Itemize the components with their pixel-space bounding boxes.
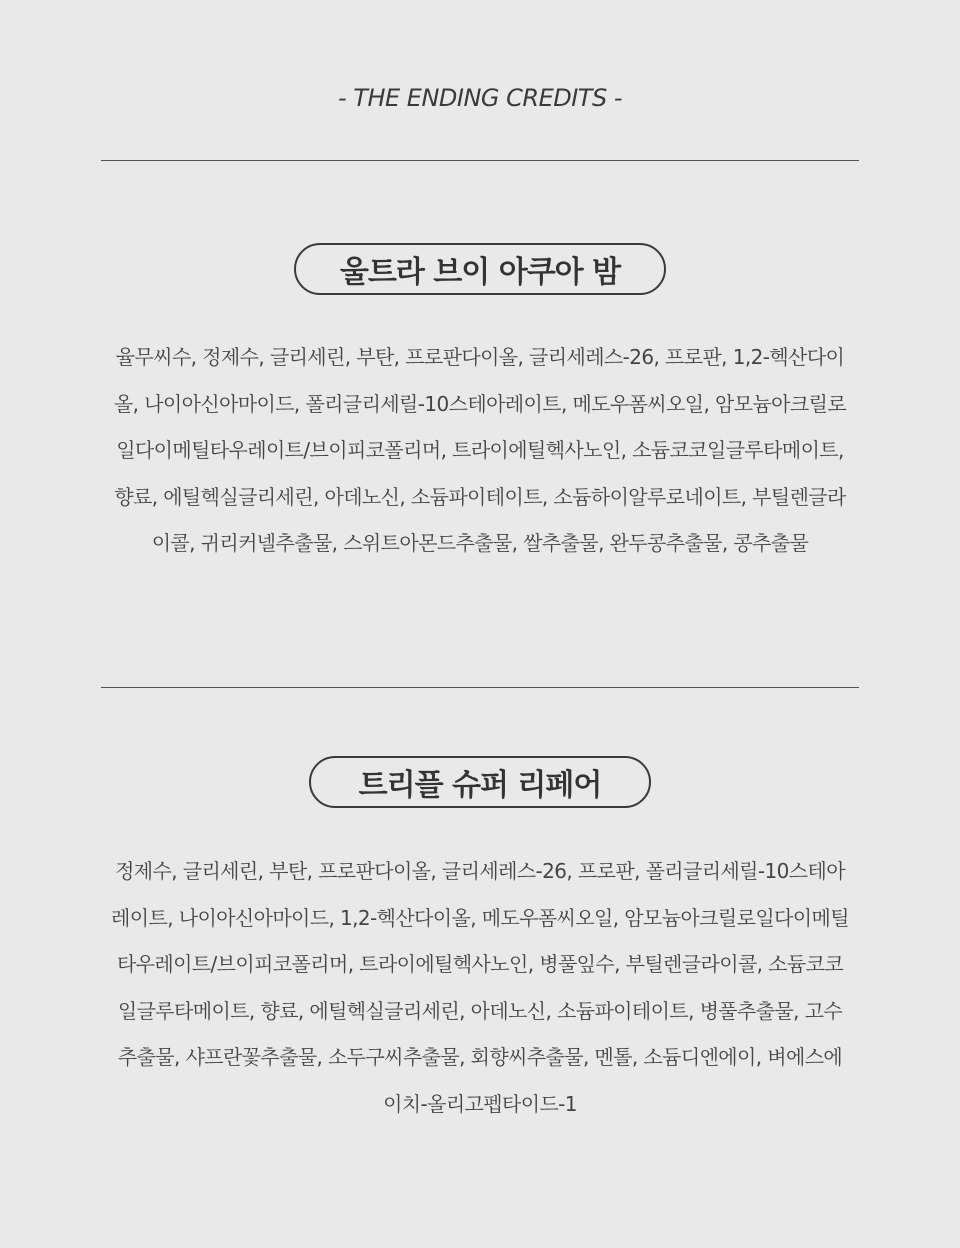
ending-credits-title: - THE ENDING CREDITS - <box>338 84 622 112</box>
ingredient-list: 정제수, 글리세린, 부탄, 프로판다이올, 글리세레스-26, 프로판, 폴리글리세릴-10스테아레이트, 나이아신아마이드, 1,2-헥산다이올, 메도우폼씨오일, 암모늄아크릴로일다이메틸타우레이트/브이피코폴리머, 트라이에틸헥사노인, 병풀잎수, 부틸렌글라이콜, 소듐코코일글루타메이트, 향료, 에틸헥실글리세린, 아데노신, 소듐파이테이트, 병풀추출물, 고수추출물, 샤프란꽃추출물, 소두구씨추출물, 회향씨추출물, 멘톨, 소듐디엔에이, 벼에스에이치-올리고펩타이드-1 <box>111 859 849 1116</box>
section-divider <box>101 687 859 688</box>
ingredient-list: 율무씨수, 정제수, 글리세린, 부탄, 프로판다이올, 글리세레스-26, 프로판, 1,2-헥산다이올, 나이아신아마이드, 폴리글리세릴-10스테아레이트, 메도우폼씨오일, 암모늄아크릴로일다이메틸타우레이트/브이피코폴리머, 트라이에틸헥사노인, 소듐코코일글루타메이트, 향료, 에틸헥실글리세린, 아데노신, 소듐파이테이트, 소듐하이알루로네이트, 부틸렌글라이콜, 귀리커넬추출물, 스위트아몬드추출물, 쌀추출물, 완두콩추출물, 콩추출물 <box>113 345 847 555</box>
section-divider <box>101 160 859 161</box>
product-name-badge: 울트라 브이 아쿠아 밤 <box>294 243 666 295</box>
product-name-badge: 트리플 슈퍼 리페어 <box>309 756 651 808</box>
